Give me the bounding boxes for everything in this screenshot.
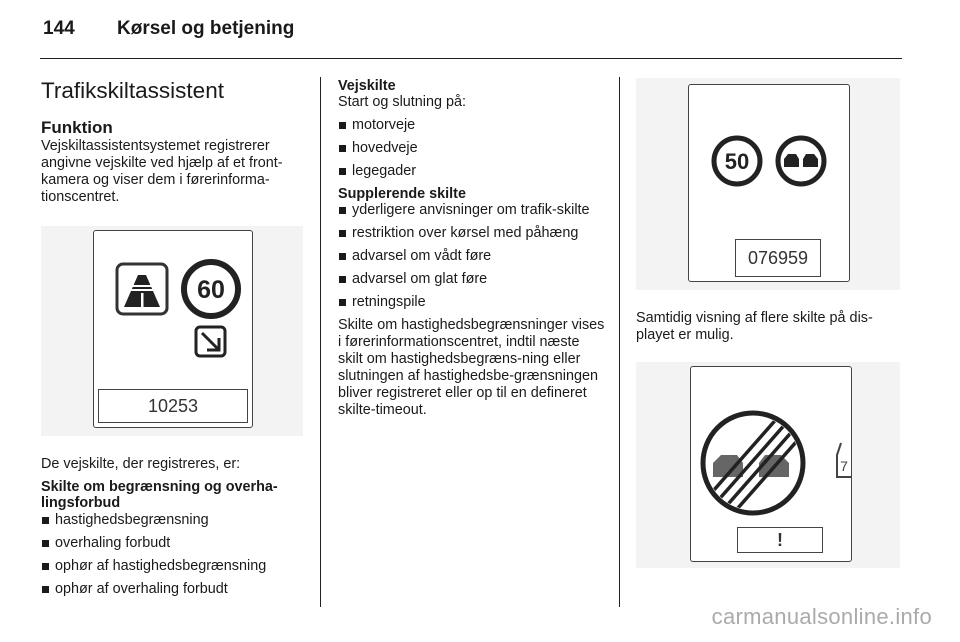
figure-caption: Samtidig visning af flere skilte på dis-playet er mulig. xyxy=(636,310,873,343)
bullet-list-supplementary xyxy=(338,202,606,311)
speed-limit-icon xyxy=(184,262,238,316)
no-overtaking-icon xyxy=(778,138,824,184)
arrow-down-right-icon xyxy=(196,327,225,356)
bullet-list-roads xyxy=(338,117,606,180)
column-2 xyxy=(338,78,606,419)
auxiliary-sign-icon xyxy=(837,443,851,477)
page-header xyxy=(43,18,294,48)
list-item: advarsel om vådt føre xyxy=(338,248,606,265)
body-paragraph: Skilte om hastighedsbegrænsninger vises i førerinformationscentret, indtil næste skilt om hastighedsbegræns-ning eller slutningen af hastighedsbe-grænsningen bliver registreret eller op til en defineret skilte-timeout. xyxy=(338,317,605,418)
sign-display-frame xyxy=(93,230,253,428)
sign-graphics xyxy=(94,231,252,381)
list-item: retningspile xyxy=(338,294,606,311)
motorway-sign-icon xyxy=(117,264,167,314)
intro-paragraph: Vejskiltassistentsystemet registrerer angivne vejskilte ved hjælp af et front-kamera og viser dem i førerinforma-tionscentret. xyxy=(41,138,283,205)
watermark: carmanualsonline.info xyxy=(711,604,932,629)
list-item: restriktion over kørsel med påhæng xyxy=(338,225,606,242)
list-item: hastighedsbegrænsning xyxy=(41,512,309,529)
subsection-title: Funktion xyxy=(41,118,113,137)
column-divider xyxy=(320,77,321,607)
lead-paragraph: De vejskilte, der registreres, er: xyxy=(41,456,241,472)
list-item: motorveje xyxy=(338,117,606,134)
end-of-no-overtaking-icon xyxy=(699,407,811,517)
sign-code-box: 076959 xyxy=(735,239,821,277)
list-item: advarsel om glat føre xyxy=(338,271,606,288)
header-rule xyxy=(40,58,902,59)
column-3 xyxy=(636,78,904,568)
auxiliary-label: 7 xyxy=(840,458,848,474)
sign-graphics xyxy=(691,367,851,517)
list-item: overhaling forbudt xyxy=(41,535,309,552)
column-divider xyxy=(619,77,620,607)
list-item: yderligere anvisninger om trafik-skilte xyxy=(338,202,606,219)
list-intro: Start og slutning på: xyxy=(338,94,466,110)
speed-limit-value: 50 xyxy=(724,149,750,174)
sign-code-box: 10253 xyxy=(98,389,248,423)
list-item: ophør af hastighedsbegrænsning xyxy=(41,558,309,575)
list-item: legegader xyxy=(338,163,606,180)
sign-display-frame xyxy=(690,366,852,562)
list-heading: Skilte om begrænsning og overha-lingsforbud xyxy=(41,479,278,511)
sign-display-frame xyxy=(688,84,850,282)
speed-limit-icon xyxy=(714,138,760,184)
list-item: ophør af overhaling forbudt xyxy=(41,581,309,598)
page-number: 144 xyxy=(43,18,75,39)
speed-limit-value: 60 xyxy=(197,276,225,304)
bullet-list-restrictions xyxy=(41,512,309,598)
section-title: Trafikskiltassistent xyxy=(41,78,224,103)
figure-sign-display-3 xyxy=(636,362,900,568)
list-heading: Supplerende skilte xyxy=(338,186,466,202)
sign-graphics xyxy=(689,85,849,235)
warning-box: ! xyxy=(737,527,823,553)
list-heading: Vejskilte xyxy=(338,78,396,94)
figure-sign-display-1 xyxy=(41,226,303,436)
figure-sign-display-2 xyxy=(636,78,900,290)
chapter-title: Kørsel og betjening xyxy=(117,18,295,39)
list-item: hovedveje xyxy=(338,140,606,157)
column-1 xyxy=(41,78,309,604)
